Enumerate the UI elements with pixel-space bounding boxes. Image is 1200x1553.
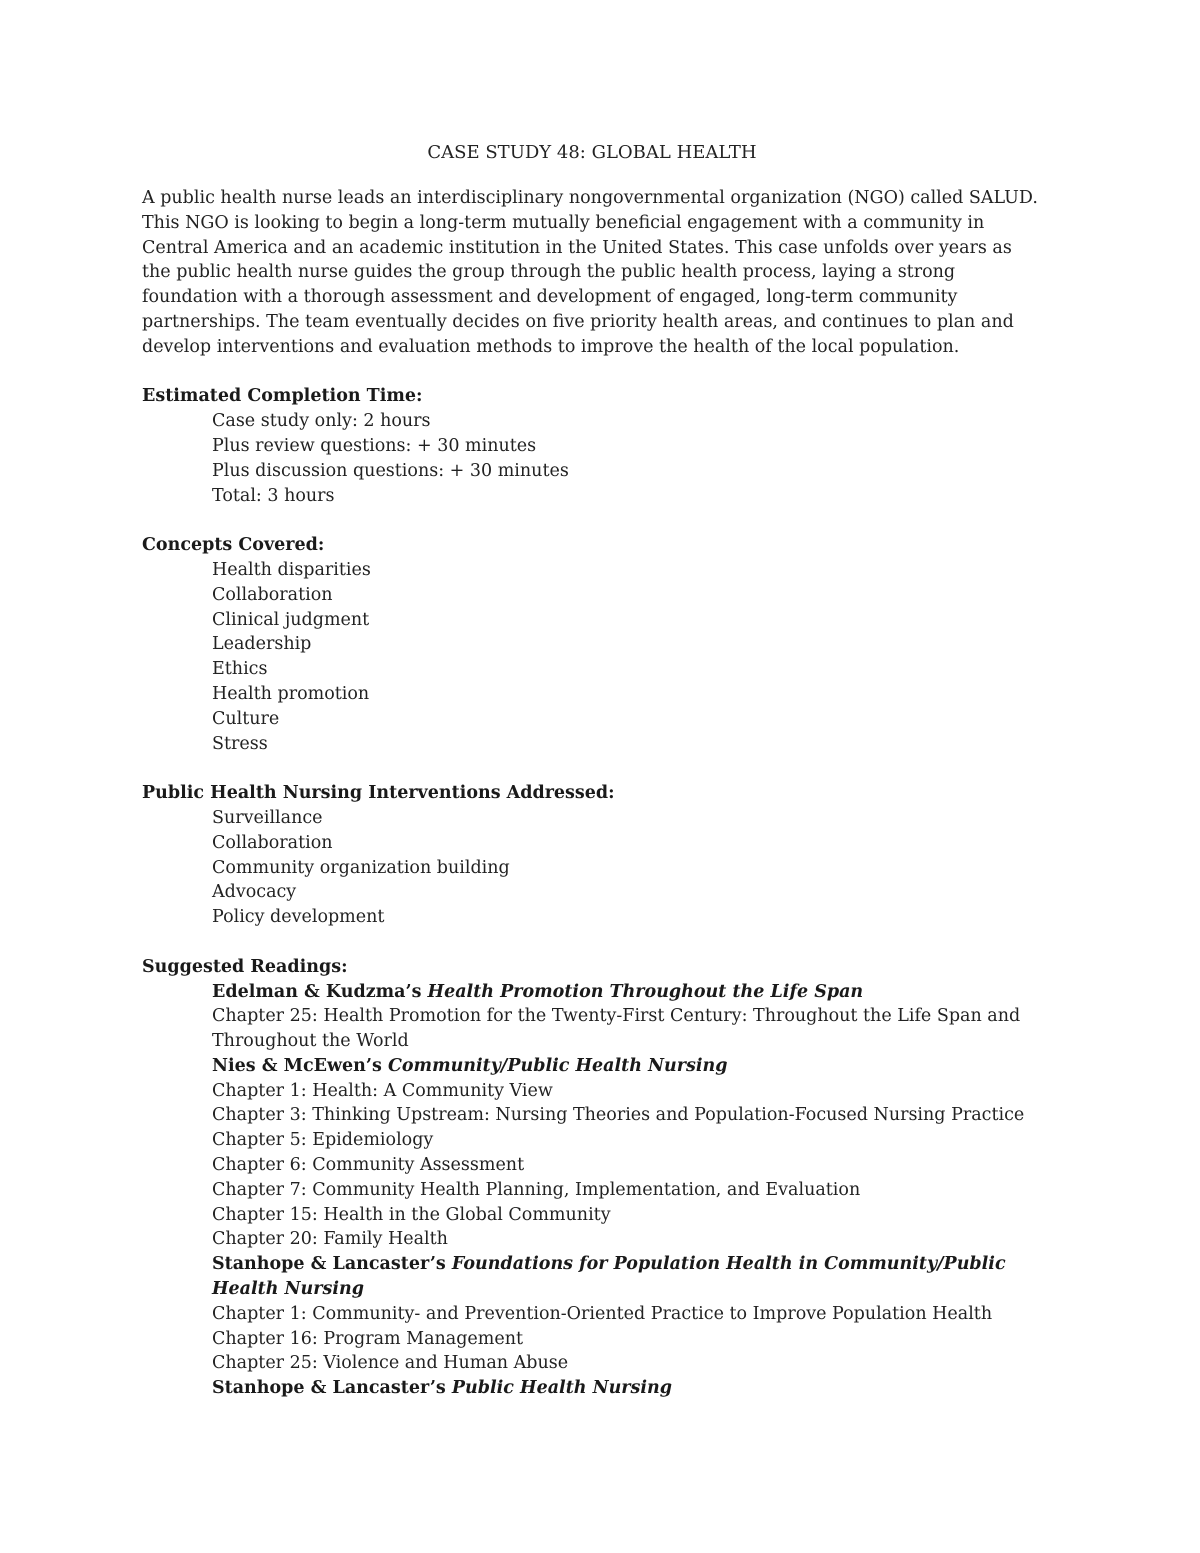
list-item: Stress (212, 733, 268, 754)
completion-list (142, 409, 1042, 508)
chapter-item: Chapter 7: Community Health Planning, Implementation, and Evaluation (212, 1179, 861, 1200)
list-item: Plus review questions: + 30 minutes (212, 435, 537, 456)
completion-heading: Estimated Completion Time: (142, 386, 423, 407)
list-item: Collaboration (212, 832, 333, 853)
interventions-section (142, 781, 1042, 930)
readings-section (142, 955, 1042, 1401)
chapter-item: Chapter 3: Thinking Upstream: Nursing Theories and Population-Focused Nursing Practice (212, 1105, 1025, 1126)
list-item: Clinical judgment (212, 609, 370, 630)
book-author: Nies & McEwen’s (212, 1055, 388, 1076)
book-citation (142, 980, 1042, 1005)
list-item: Case study only: 2 hours (212, 411, 431, 432)
chapter-item: Chapter 6: Community Assessment (212, 1155, 525, 1176)
book-title: Community/Public Health Nursing (387, 1055, 728, 1076)
list-item: Health disparities (212, 559, 371, 580)
concepts-section (142, 533, 1042, 756)
completion-section (142, 384, 1042, 508)
list-item: Total: 3 hours (212, 485, 335, 506)
chapter-item: Chapter 1: Community- and Prevention-Oriented Practice to Improve Population Health (212, 1303, 993, 1324)
chapter-item: Chapter 1: Health: A Community View (212, 1080, 553, 1101)
chapter-item: Chapter 15: Health in the Global Community (212, 1204, 611, 1225)
chapter-item: Chapter 5: Epidemiology (212, 1130, 434, 1151)
book-title: Public Health Nursing (451, 1378, 672, 1399)
book-title: Foundations for Population Health in Community/Public Health Nursing (212, 1254, 1006, 1300)
chapter-item: Chapter 25: Violence and Human Abuse (212, 1353, 569, 1374)
interventions-list (142, 806, 1042, 930)
concepts-heading: Concepts Covered: (142, 535, 325, 556)
book-author: Stanhope & Lancaster’s (212, 1378, 452, 1399)
book-citation (142, 1054, 1042, 1079)
list-item: Ethics (212, 659, 268, 680)
list-item: Culture (212, 708, 280, 729)
book-author: Edelman & Kudzma’s (212, 981, 428, 1002)
list-item: Advocacy (212, 882, 297, 903)
list-item: Community organization building (212, 857, 510, 878)
list-item: Plus discussion questions: + 30 minutes (212, 460, 569, 481)
list-item: Collaboration (212, 584, 333, 605)
intro-paragraph: A public health nurse leads an interdisciplinary nongovernmental organization (NGO) called SALUD. This NGO is looking to begin a long-term mutually beneficial engagement with a community in Central America and an academic institution in the United States. This case unfolds over years as the public health nurse guides the group through the public health process, laying a strong foundation with a thorough assessment and development of engaged, long-term community partnerships. The team eventually decides on five priority health areas, and continues to plan and develop interventions and evaluation methods to improve the health of the local population. (142, 188, 1038, 357)
interventions-heading: Public Health Nursing Interventions Addressed: (142, 783, 615, 804)
chapter-item: Chapter 20: Family Health (212, 1229, 448, 1250)
list-item: Health promotion (212, 683, 370, 704)
book-citation (142, 1252, 1042, 1302)
list-item: Surveillance (212, 807, 323, 828)
chapter-item: Chapter 16: Program Management (212, 1328, 524, 1349)
book-citation (142, 1376, 1042, 1401)
list-item: Policy development (212, 907, 385, 928)
book-title: Health Promotion Throughout the Life Span (427, 981, 864, 1002)
chapter-item: Chapter 25: Health Promotion for the Twenty-First Century: Throughout the Life Span and Throughout the World (212, 1006, 1021, 1052)
book-author: Stanhope & Lancaster’s (212, 1254, 452, 1275)
list-item: Leadership (212, 634, 312, 655)
page-title: CASE STUDY 48: GLOBAL HEALTH (427, 142, 757, 163)
concepts-list (142, 558, 1042, 756)
readings-heading: Suggested Readings: (142, 956, 348, 977)
document-page (142, 140, 1042, 1401)
